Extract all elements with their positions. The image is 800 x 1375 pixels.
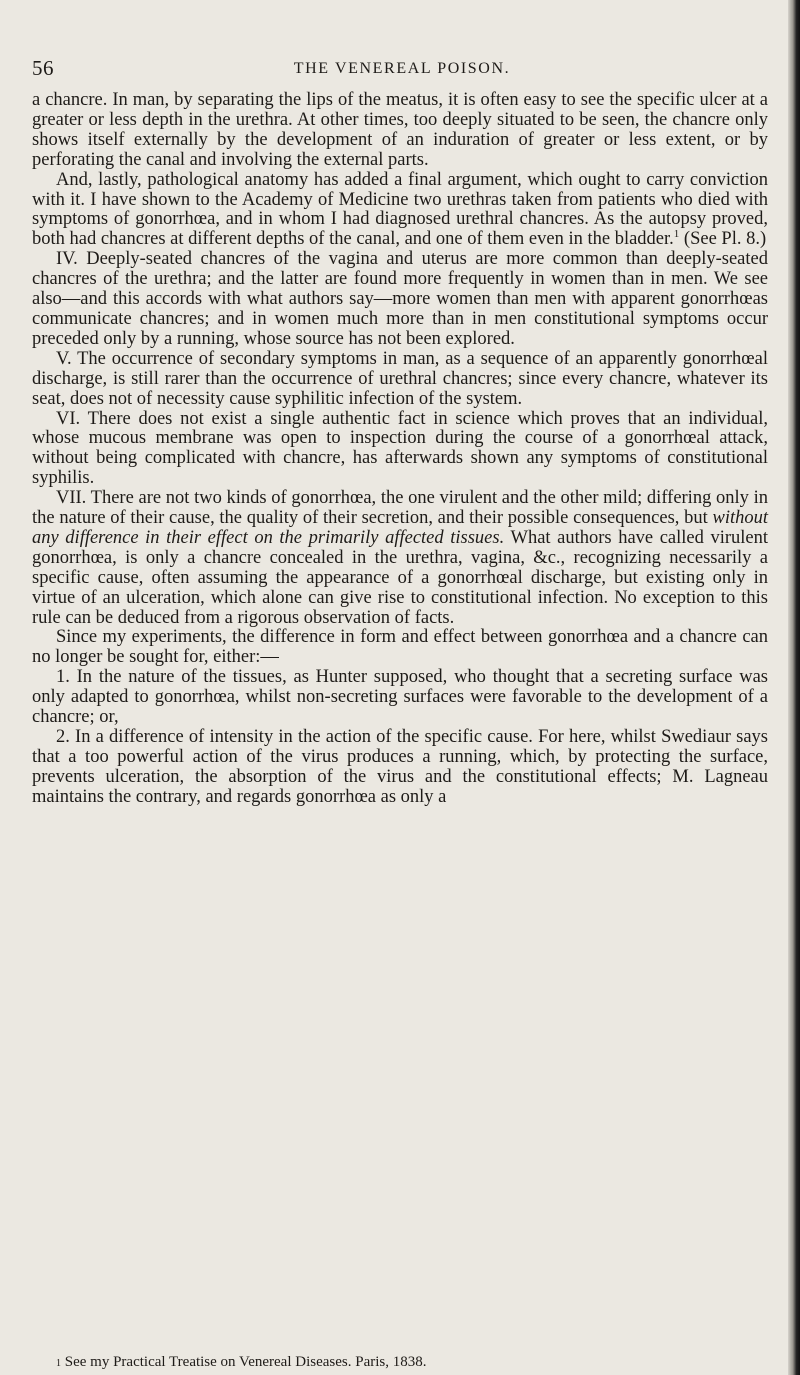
page-edge-shadow — [788, 0, 800, 1375]
paragraph-2 — [32, 171, 768, 251]
body-text — [32, 91, 768, 808]
plate-reference: (See Pl. 8.) — [683, 229, 767, 250]
paragraph-7: Since my experiments, the difference in form and effect between gonorrhœa and a chancre can no longer be sought for, either:— — [32, 627, 768, 668]
list-item-1: 1. In the nature of the tissues, as Hunter supposed, who thought that a secreting surface was only adapted to gonorrhœa, whilst non-secreting surfaces were favorable to the development of a chancre; or, — [32, 667, 768, 728]
emphasis-text: without any difference in their effect on the primarily affected tissues. — [32, 508, 768, 548]
paragraph-1: a chancre. In man, by separating the lips of the meatus, it is often easy to see the specific ulcer at a greater or less depth in the urethra. At other times, too deeply situated to be seen, the chancre only shows itself externally by the development of an induration of greater or less extent, or by perforating the canal and involving the external parts. — [32, 90, 768, 170]
paragraph-4: V. The occurrence of secondary symptoms in man, as a sequence of an apparently gonorrhœal discharge, is still rarer than the occurrence of urethral chancres; since every chancre, whatever its seat, does not of necessity cause syphilitic infection of the system. — [32, 348, 768, 409]
page-number: 56 — [32, 56, 54, 80]
list-item-2: 2. In a difference of intensity in the action of the specific cause. For here, whilst Swediaur says that a too powerful action of the virus produces a running, which, by protecting the surface, prevents ulceration, the absorption of the virus and the constitutional effects; M. Lagneau maintains the contrary, and regards gonorrhœa as only a — [32, 727, 768, 807]
running-head: THE VENEREAL POISON. — [293, 60, 511, 77]
paragraph-2-text: And, lastly, pathological anatomy has added a final argument, which ought to carry conviction with it. I have shown to the Academy of Medicine two urethras taken from patients who died with symptoms of gonorrhœa, and in whom I had diagnosed urethral chancres. As the autopsy proved, both had chancres at different depths of the canal, and one of them even in the bladder. — [32, 169, 768, 250]
paragraph-5: VI. There does not exist a single authentic fact in science which proves that an individual, whose mucous membrane was open to inspection during the course of a gonorrhœal attack, without being complicated with chancre, has afterwards shown any symptoms of constitutional syphilis. — [32, 408, 768, 489]
footnote-marker: 1 — [56, 1358, 61, 1369]
page-header — [32, 56, 772, 86]
footnote-reference: 1 — [673, 228, 680, 241]
paragraph-6-continuation: What authors have called virulent gonorrhœa, is only a chancre concealed in the urethra, vagina, &c., recognizing necessarily a specific cause, often assuming the appearance of a gonorrhœal discharge, but existing only in virtue of an ulceration, which alone can give rise to constitutional infection. No exception to this rule can be deduced from a rigorous observation of facts. — [32, 527, 769, 628]
footnote-text: See my Practical Treatise on Venereal Diseases. Paris, 1838. — [64, 1354, 427, 1370]
paragraph-6 — [32, 489, 768, 628]
footnote — [32, 1354, 768, 1371]
paragraph-6-text: VII. There are not two kinds of gonorrhœa, the one virulent and the other mild; differing only in the nature of their cause, the quality of their secretion, and their possible consequences, but — [32, 488, 768, 529]
paragraph-3: IV. Deeply-seated chancres of the vagina and uterus are more common than deeply-seated chancres of the urethra; and the latter are found more frequently in women than in men. We see also—and this accords with what authors say—more women than men with apparent gonorrhœas communicate chancres; and in women much more than in men constitutional symptoms occur preceded only by a running, whose source has not been explored. — [32, 249, 768, 349]
